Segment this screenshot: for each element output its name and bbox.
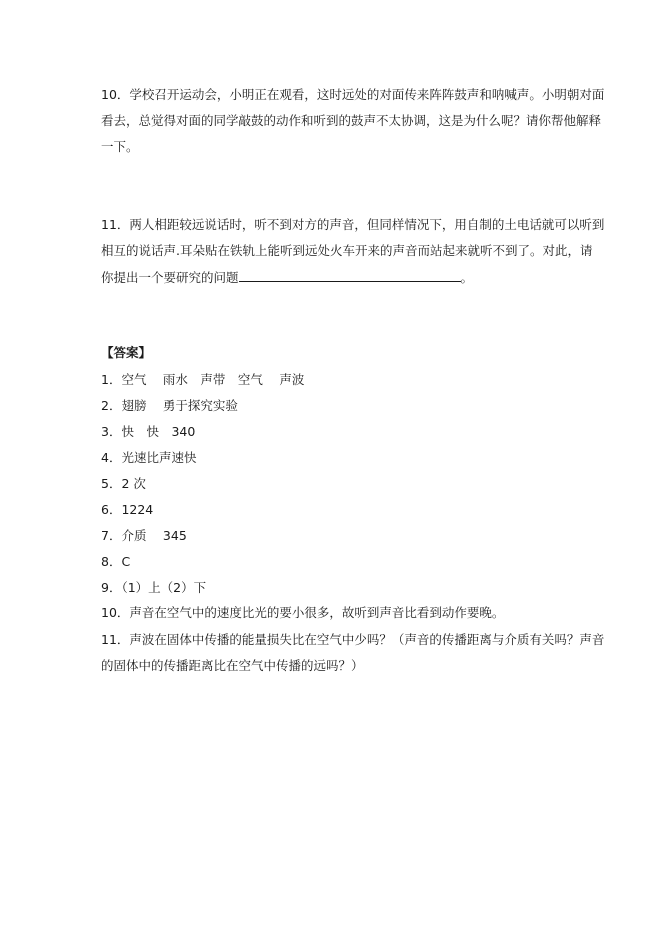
answer-2: 2．翅膀 勇于探究实验: [101, 398, 238, 413]
question-11-line-2: 相互的说话声.耳朵贴在铁轨上能听到远处火车开来的声音而站起来就听不到了。对此，请: [101, 243, 593, 258]
answer-11-line-1: 11．声波在固体中传播的能量损失比在空气中少吗？（声音的传播距离与介质有关吗？声音: [101, 632, 605, 647]
answer-blank[interactable]: [239, 269, 461, 282]
answers-heading: 【答案】: [101, 345, 152, 360]
question-11-prompt: 你提出一个要研究的问题: [101, 270, 239, 285]
answer-9: 9．（1）上（2）下: [101, 580, 207, 595]
answer-1: 1．空气 雨水 声带 空气 声波: [101, 372, 305, 387]
answer-5: 5．2 次: [101, 476, 146, 491]
answer-4: 4．光速比声速快: [101, 450, 197, 465]
question-10-line-2: 看去，总觉得对面的同学敲鼓的动作和听到的鼓声不太协调，这是为什么呢？请你帮他解释: [101, 113, 602, 128]
question-10-line-1: 10．学校召开运动会，小明正在观看，这时远处的对面传来阵阵鼓声和呐喊声。小明朝对面: [101, 87, 605, 102]
answer-10: 10．声音在空气中的速度比光的要小很多，故听到声音比看到动作要晚。: [101, 605, 505, 620]
question-10-line-3: 一下。: [101, 139, 139, 154]
question-11-line-1: 11．两人相距较远说话时，听不到对方的声音，但同样情况下，用自制的土电话就可以听到: [101, 217, 605, 232]
question-11-line-3: [101, 269, 473, 286]
answer-7: 7．介质 345: [101, 528, 187, 543]
answer-6: 6．1224: [101, 502, 154, 517]
answer-3: 3．快 快 340: [101, 424, 196, 439]
question-11-end-mark: 。: [460, 270, 474, 285]
answer-8: 8．C: [101, 554, 131, 569]
answer-11-line-2: 的固体中的传播距离比在空气中传播的远吗？）: [101, 658, 364, 673]
